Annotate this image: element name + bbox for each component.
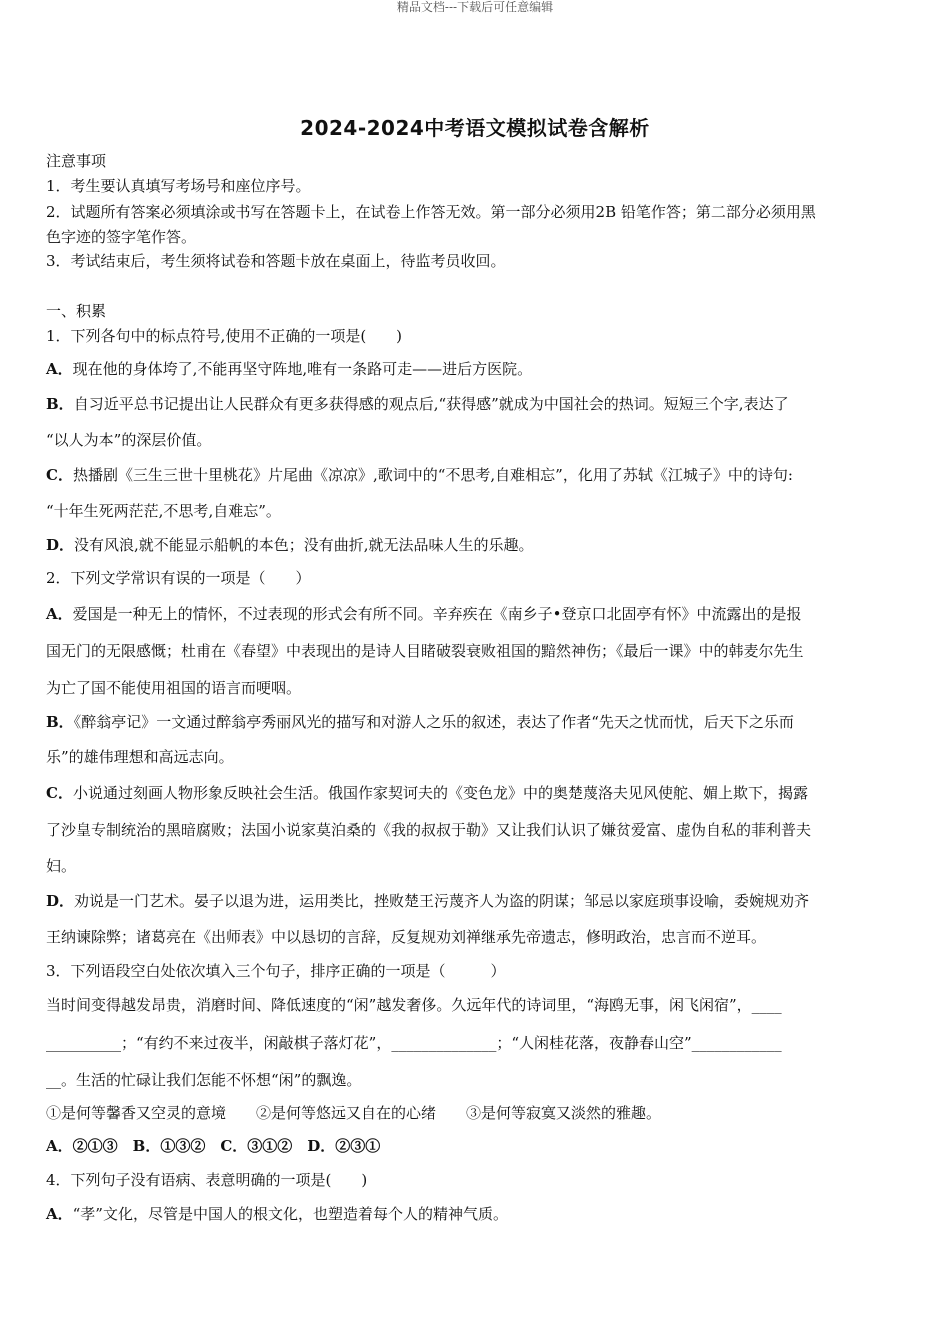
option-text: 现在他的身体垮了,不能再坚守阵地,唯有一条路可走——进后方医院。	[72, 360, 533, 378]
q2-option-b	[46, 712, 908, 732]
option-text: “孝”文化，尽管是中国人的根文化，也塑造着每个人的精神气质。	[72, 1205, 508, 1223]
option-label: B．	[46, 395, 74, 413]
q1-option-a	[46, 359, 908, 379]
notice-item: 1．考生要认真填写考场号和座位序号。	[46, 177, 311, 195]
q2-option-a-cont: 为亡了国不能使用祖国的语言而哽咽。	[46, 679, 302, 697]
option-text: 劝说是一门艺术。晏子以退为进，运用类比，挫败楚王污蔑齐人为盗的阴谋；邹忌以家庭琐事设喻，委婉规劝齐	[74, 892, 810, 910]
option-label: C．	[46, 784, 73, 802]
q3-passage-line: __________；“有约不来过夜半，闲敲棋子落灯花”，______________；“人闲桂花落，夜静春山空”____________	[46, 1034, 782, 1052]
option-text: 自习近平总书记提出让人民群众有更多获得感的观点后,“获得感”就成为中国社会的热词。短短三个字,表达了	[73, 395, 789, 413]
q1-option-c-cont: “十年生死两茫茫,不思考,自难忘”。	[46, 502, 281, 520]
q2-option-b-cont: 乐”的雄伟理想和高远志向。	[46, 748, 234, 766]
option-text: 没有风浪,就不能显示船帆的本色；没有曲折,就无法品味人生的乐趣。	[74, 536, 534, 554]
q1-option-d	[46, 535, 908, 555]
option-label: A．	[46, 360, 73, 378]
option-text: 《醉翁亭记》一文通过醉翁亭秀丽风光的描写和对游人之乐的叙述，表达了作者“先天之忧而忧，后天下之乐而	[73, 713, 794, 731]
notice-item: 色字迹的签字笔作答。	[46, 228, 197, 246]
header-note: 精品文档---下载后可任意编辑	[396, 0, 554, 14]
option-text: 爱国是一种无上的情怀，不过表现的形式会有所不同。辛弃疾在《南乡子•登京口北固亭有怀》中流露出的是报	[72, 605, 802, 623]
notice-heading: 注意事项	[46, 152, 107, 170]
section-heading: 一、积累	[46, 302, 107, 320]
q4-option-a	[46, 1204, 908, 1224]
q1-option-b	[46, 394, 908, 414]
notice-item: 2．试题所有答案必须填涂或书写在答题卡上，在试卷上作答无效。第一部分必须用2B 铅笔作答；第二部分必须用黑	[46, 203, 816, 221]
option-label: C．	[46, 466, 73, 484]
q2-stem: 2．下列文学常识有误的一项是（ ）	[46, 569, 311, 587]
option-label: D．	[46, 892, 75, 910]
option-label: A．	[46, 605, 73, 623]
q1-stem: 1．下列各句中的标点符号,使用不正确的一项是( )	[46, 327, 403, 345]
q2-option-c-cont: 了沙皇专制统治的黑暗腐败；法国小说家莫泊桑的《我的叔叔于勒》又让我们认识了嫌贫爱富、虚伪自私的菲利普夫	[46, 821, 812, 839]
q2-option-d	[46, 891, 908, 911]
q3-passage-line: __。生活的忙碌让我们怎能不怀想“闲”的飘逸。	[46, 1071, 362, 1089]
option-label: B．	[46, 713, 74, 731]
q1-option-b-cont: “以人为本”的深层价值。	[46, 431, 212, 449]
q1-option-c	[46, 465, 908, 485]
option-text: 小说通过刻画人物形象反映社会生活。俄国作家契诃夫的《变色龙》中的奥楚蔑洛夫见风使舵、媚上欺下，揭露	[72, 784, 808, 802]
q2-option-d-cont: 王纳谏除弊；诸葛亮在《出师表》中以恳切的言辞，反复规劝刘禅继承先帝遗志，修明政治，忠言而不逆耳。	[46, 928, 767, 946]
notice-item: 3．考试结束后，考生须将试卷和答题卡放在桌面上，待监考员收回。	[46, 252, 506, 270]
option-label: A．	[46, 1205, 73, 1223]
q3-stem: 3．下列语段空白处依次填入三个句子，排序正确的一项是（ ）	[46, 962, 506, 980]
option-text: 热播剧《三生三世十里桃花》片尾曲《凉凉》,歌词中的“不思考,自难相忘”，化用了苏轼《江城子》中的诗句:	[72, 466, 793, 484]
q2-option-c-cont: 妇。	[46, 857, 77, 875]
q3-sentences: ①是何等馨香又空灵的意境 ②是何等悠远又自在的心绪 ③是何等寂寞又淡然的雅趣。	[46, 1104, 662, 1122]
q4-stem: 4．下列句子没有语病、表意明确的一项是( )	[46, 1171, 368, 1189]
q2-option-a-cont: 国无门的无限感慨；杜甫在《春望》中表现出的是诗人目睹破裂衰败祖国的黯然神伤；《最后一课》中的韩麦尔先生	[46, 642, 804, 660]
q2-option-c	[46, 783, 908, 803]
q3-passage-line: 当时间变得越发昂贵，消磨时间、降低速度的“闲”越发奢侈。久远年代的诗词里，“海鸥无事，闲飞闲宿”，____	[46, 996, 782, 1014]
option-label: D．	[46, 536, 75, 554]
page-title: 2024-2024中考语文模拟试卷含解析	[300, 116, 650, 140]
q3-options: A．②①③ B．①③② C．③①② D．②③①	[46, 1137, 381, 1155]
q2-option-a	[46, 604, 908, 624]
